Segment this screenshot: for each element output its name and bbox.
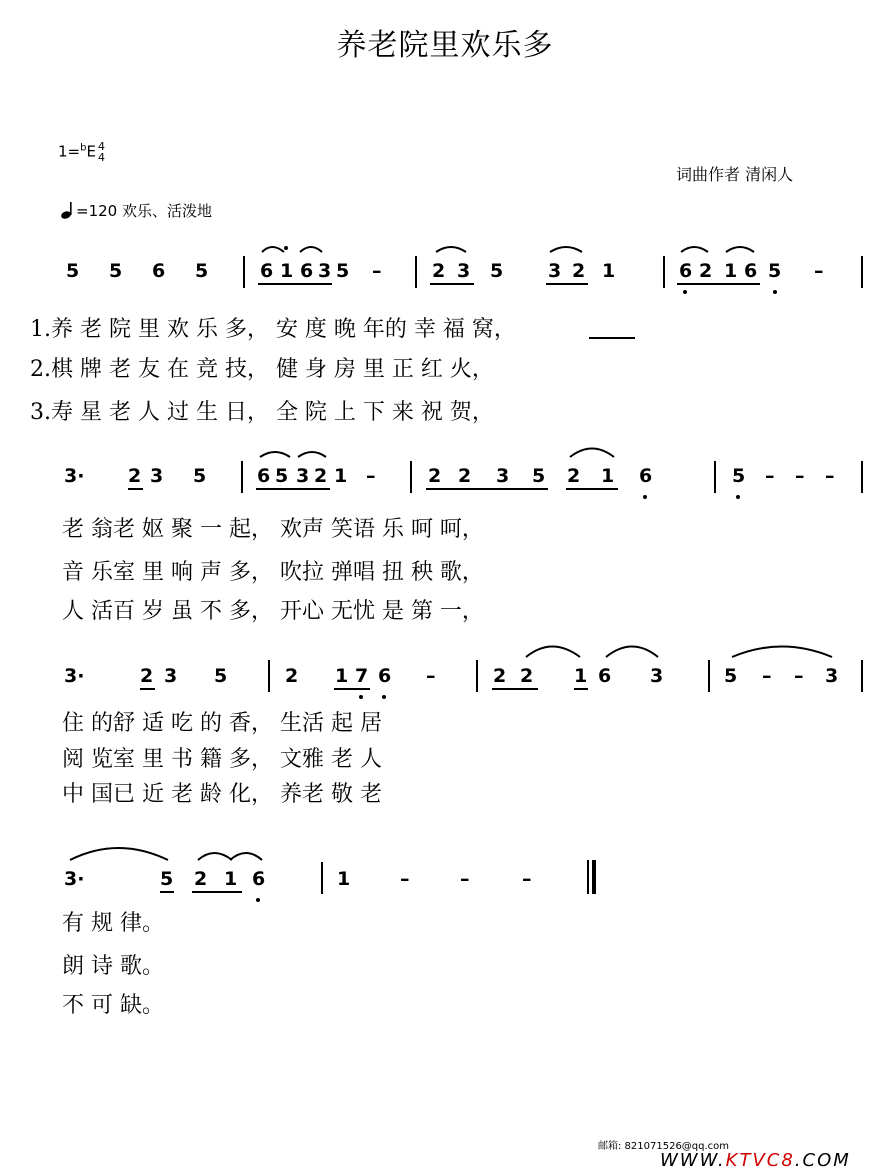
- note: 1: [335, 665, 349, 687]
- note: 5: [532, 465, 546, 487]
- note: 6: [260, 260, 274, 282]
- note: 6: [152, 260, 166, 282]
- note: –: [765, 465, 775, 487]
- lyric-line: 阅 览室 里 书 籍 多， 文雅 老 人: [62, 747, 382, 772]
- note: 1: [602, 260, 616, 282]
- note: 5: [160, 868, 174, 890]
- footer-email: 邮箱: 821071526@qq.com: [598, 1141, 730, 1152]
- note: 6: [679, 260, 693, 282]
- footer-website: [660, 1150, 851, 1171]
- note: 6: [598, 665, 612, 687]
- note: 3·: [64, 465, 85, 487]
- note: 7: [355, 665, 369, 687]
- site-prefix: WWW.: [660, 1150, 726, 1171]
- note: 5: [193, 465, 207, 487]
- note: –: [825, 465, 835, 487]
- note: 5: [275, 465, 289, 487]
- note: 2: [428, 465, 442, 487]
- note: –: [400, 868, 410, 890]
- note: –: [762, 665, 772, 687]
- lyric-line: 中 国已 近 老 龄 化， 养老 敬 老: [62, 782, 382, 807]
- lyric-line: 3.寿 星 老 人 过 生 日， 全 院 上 下 来 祝 贺，: [30, 400, 494, 425]
- note: 1: [601, 465, 615, 487]
- song-title: 养老院里欢乐多: [336, 28, 554, 63]
- note: 6: [639, 465, 653, 487]
- composer-credit: 词曲作者 清闲人: [676, 165, 794, 184]
- note: 5: [109, 260, 123, 282]
- note: 3: [150, 465, 164, 487]
- note: 3: [318, 260, 332, 282]
- note: 3: [164, 665, 178, 687]
- time-unit: 4: [97, 151, 105, 164]
- note: 6: [300, 260, 314, 282]
- note: 3: [650, 665, 664, 687]
- note: 1: [280, 260, 294, 282]
- note: 1: [337, 868, 351, 890]
- note: 1: [224, 868, 238, 890]
- note: 1: [334, 465, 348, 487]
- tempo-text: =120 欢乐、活泼地: [76, 202, 212, 220]
- note: 2: [128, 465, 142, 487]
- note: 5: [490, 260, 504, 282]
- note: 2: [699, 260, 713, 282]
- note: 1: [574, 665, 588, 687]
- time-beats: 4: [97, 140, 105, 153]
- key-prefix: 1=: [58, 142, 81, 161]
- note: –: [522, 868, 532, 890]
- note: 3·: [64, 665, 85, 687]
- note: 5: [768, 260, 782, 282]
- note: –: [794, 665, 804, 687]
- note: 5: [724, 665, 738, 687]
- note: 2: [140, 665, 154, 687]
- lyric-line: 2.棋 牌 老 友 在 竞 技， 健 身 房 里 正 红 火，: [30, 357, 494, 382]
- note: 2: [458, 465, 472, 487]
- lyric-line: 老 翁老 妪 聚 一 起， 欢声 笑语 乐 呵 呵，: [62, 517, 484, 542]
- note: 6: [252, 868, 266, 890]
- note: 2: [432, 260, 446, 282]
- note: 3·: [64, 868, 85, 890]
- note: –: [366, 465, 376, 487]
- lyric-line: 住 的舒 适 吃 的 香， 生活 起 居: [62, 711, 382, 736]
- note: 2: [194, 868, 208, 890]
- note: –: [795, 465, 805, 487]
- note: 3: [457, 260, 471, 282]
- note: 2: [314, 465, 328, 487]
- note: 5: [195, 260, 209, 282]
- note: –: [814, 260, 824, 282]
- lyric-line: 不 可 缺。: [62, 993, 164, 1018]
- note: 5: [214, 665, 228, 687]
- lyric-line: 人 活百 岁 虽 不 多， 开心 无忧 是 第 一，: [62, 599, 484, 624]
- site-suffix: .COM: [794, 1150, 851, 1171]
- note: 2: [493, 665, 507, 687]
- note: –: [426, 665, 436, 687]
- note: 2: [285, 665, 299, 687]
- note: 5: [66, 260, 80, 282]
- note: 2: [572, 260, 586, 282]
- note: 5: [336, 260, 350, 282]
- note: –: [460, 868, 470, 890]
- note: 3: [496, 465, 510, 487]
- note: 6: [744, 260, 758, 282]
- note: 3: [296, 465, 310, 487]
- note: 1: [724, 260, 738, 282]
- key-flat: b: [80, 142, 87, 154]
- note: 2: [520, 665, 534, 687]
- note: 6: [378, 665, 392, 687]
- lyric-line: 朗 诗 歌。: [62, 954, 164, 979]
- lyric-line: 1.养 老 院 里 欢 乐 多， 安 度 晚 年的 幸 福 窝，: [30, 317, 516, 342]
- note: 5: [732, 465, 746, 487]
- key-note: E: [86, 142, 96, 161]
- note: 2: [567, 465, 581, 487]
- lyric-line: 有 规 律。: [62, 911, 164, 936]
- note: –: [372, 260, 382, 282]
- lyric-line: 音 乐室 里 响 声 多， 吹拉 弹唱 扭 秧 歌，: [62, 560, 484, 585]
- note: 3: [548, 260, 562, 282]
- site-brand: KTVC8: [725, 1150, 795, 1171]
- note: 3: [825, 665, 839, 687]
- note: 6: [257, 465, 271, 487]
